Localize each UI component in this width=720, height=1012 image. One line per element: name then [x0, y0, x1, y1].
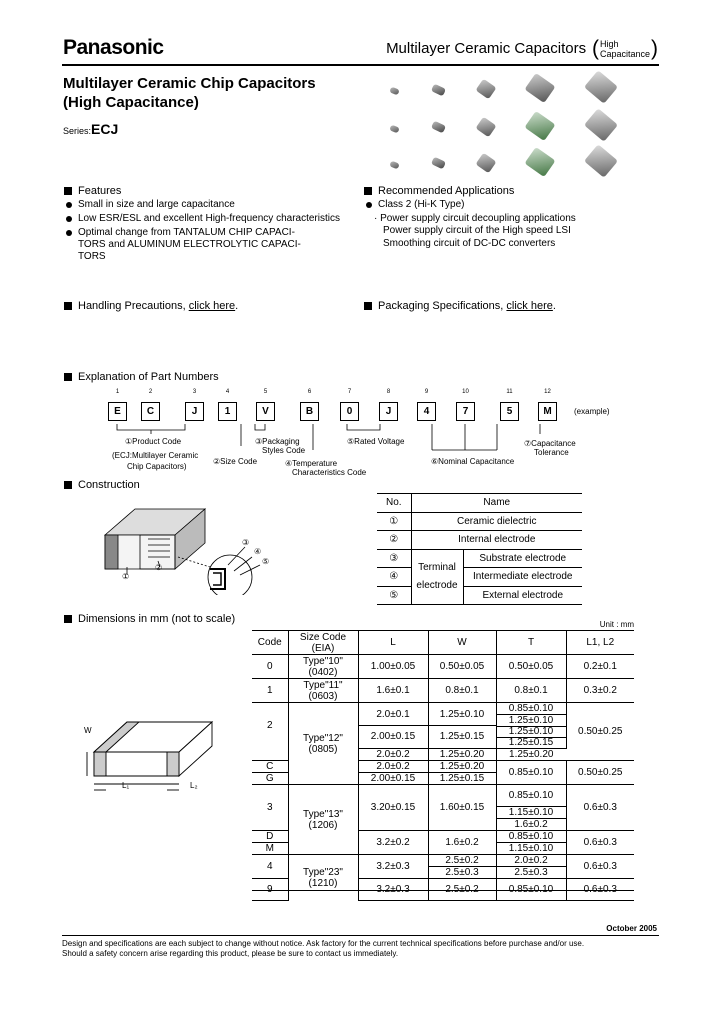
- dimension-diagram: [72, 700, 222, 800]
- chip-image: [584, 108, 618, 142]
- square-bullet-icon: [364, 302, 372, 310]
- feature-continuation: TORS and ALUMINUM ELECTROLYTIC CAPACI-: [78, 239, 301, 250]
- callout-4: ④: [254, 547, 262, 556]
- cell-l: [358, 761, 428, 785]
- cell-w: [428, 761, 496, 785]
- feature-continuation: TORS: [78, 251, 106, 262]
- terminal-electrode-cell: [411, 549, 463, 605]
- label-tolerance: ⑦Capacitance: [524, 439, 576, 448]
- dim-label-l2: L₂: [190, 781, 198, 790]
- chip-image: [389, 87, 400, 96]
- t-value: 1.25±0.15: [508, 737, 554, 748]
- part-char-box: 7: [456, 402, 475, 421]
- part-position-number: 2: [148, 389, 153, 395]
- cell-l1l2: 0.6±0.3: [566, 855, 634, 879]
- label-packaging: ③Packaging: [255, 437, 300, 446]
- part-numbers-heading-text: Explanation of Part Numbers: [78, 371, 219, 383]
- t-value: 0.85±0.10: [497, 703, 566, 715]
- callout-5: ⑤: [262, 557, 270, 566]
- square-bullet-icon: [364, 187, 372, 195]
- footer-line-2: Should a safety concern arise regarding this product, please be sure to contact us immediately.: [62, 949, 399, 958]
- list-item: [64, 199, 364, 211]
- features-heading-text: Features: [78, 185, 122, 197]
- features-heading: [64, 185, 121, 197]
- feature-text: Low ESR/ESL and excellent High-frequency characteristics: [78, 213, 340, 224]
- example-label: (example): [574, 407, 610, 416]
- footer-line-1: Design and specifications are each subject to change without notice. Ask factory for the current technical specifications before purchase and/or use.: [62, 939, 585, 948]
- application-line: · Power supply circuit decoupling applications: [374, 213, 576, 224]
- header-subtitle: [600, 39, 650, 59]
- cell-l1l2: 0.50±0.25: [566, 761, 634, 785]
- table-row: [252, 655, 634, 679]
- chip-image: [524, 111, 555, 141]
- size-eia: (0603): [308, 690, 338, 702]
- t-value: 1.15±0.10: [508, 843, 554, 854]
- list-item: [64, 227, 364, 239]
- construction-no: ④: [377, 568, 411, 587]
- label-product-code: ①Product Code: [125, 437, 182, 446]
- callout-1: ①: [122, 572, 130, 581]
- dimensions-heading: [64, 613, 235, 625]
- cell-code: 1: [252, 679, 288, 703]
- bullet-icon: [366, 202, 372, 208]
- cell-code: 3: [252, 785, 288, 831]
- size-type: Type"23": [303, 866, 343, 878]
- table-row: [252, 679, 634, 703]
- square-bullet-icon: [64, 373, 72, 381]
- label-product-code-2: (ECJ:Multilayer Ceramic: [112, 451, 199, 460]
- header-t: T: [496, 631, 566, 655]
- page-title-line1: Multilayer Ceramic Chip Capacitors: [63, 75, 316, 92]
- part-char-box: V: [256, 402, 275, 421]
- cell-l: 3.20±0.15: [358, 785, 428, 831]
- handling-link[interactable]: click here: [188, 300, 236, 312]
- l-value: 2.00±0.15: [370, 731, 416, 742]
- feature-text: Optimal change from TANTALUM CHIP CAPACI-: [78, 227, 295, 238]
- label-nominal: ⑥Nominal Capacitance: [431, 457, 515, 466]
- table-row: [377, 512, 582, 531]
- chip-image: [431, 84, 446, 97]
- cell-l1l2: 0.6±0.3: [566, 831, 634, 855]
- construction-name: Substrate electrode: [463, 549, 582, 568]
- dim-electrode-left: [94, 752, 106, 776]
- part-char-box: J: [185, 402, 204, 421]
- packaging-specifications: [364, 300, 556, 312]
- cell-l1l2: 0.3±0.2: [566, 679, 634, 703]
- cell-t: [496, 703, 566, 749]
- part-position-number: 8: [386, 389, 391, 395]
- table-row: [377, 549, 582, 568]
- t-value: 2.5±0.3: [514, 867, 548, 878]
- construction-no: ②: [377, 531, 411, 550]
- part-position-number: 7: [347, 389, 352, 395]
- packaging-link[interactable]: click here: [506, 300, 553, 312]
- chip-image: [475, 117, 496, 138]
- square-bullet-icon: [64, 615, 72, 623]
- label-packaging-2: Styles Code: [262, 446, 306, 455]
- cell-l1l2: 0.2±0.1: [583, 661, 617, 672]
- construction-name: Internal electrode: [411, 531, 582, 550]
- page-title: [63, 74, 316, 112]
- table-row: [252, 703, 634, 749]
- table-header-row: [377, 494, 582, 513]
- table-header-row: [252, 631, 634, 655]
- cell-t: 0.85±0.10: [496, 761, 566, 785]
- w-value: 1.25±0.20: [429, 761, 496, 773]
- header-l: L: [358, 631, 428, 655]
- w-value: 1.25±0.10: [429, 704, 496, 726]
- features-list: [64, 199, 364, 263]
- bracket-nominal: [432, 424, 497, 450]
- part-char-box: E: [108, 402, 127, 421]
- terminal-label-1: Terminal: [418, 561, 456, 573]
- size-eia: (1206): [308, 819, 338, 831]
- cell-l: 3.2±0.2: [358, 831, 428, 855]
- paren-close: ): [651, 37, 658, 60]
- cell-l1l2: 0.50±0.25: [566, 703, 634, 761]
- cell-t: 0.50±0.05: [496, 655, 566, 679]
- chip-image: [389, 161, 400, 170]
- feature-text: Small in size and large capacitance: [78, 199, 235, 210]
- size-eia: (0402): [308, 666, 338, 678]
- code-c: C: [252, 761, 288, 773]
- t-value: 1.15±0.10: [497, 807, 566, 819]
- size-type: Type"10": [303, 655, 343, 667]
- chip-image: [431, 157, 446, 170]
- part-position-number: 9: [424, 389, 429, 395]
- header-divider: [62, 64, 659, 66]
- application-line: Smoothing circuit of DC-DC converters: [383, 238, 556, 249]
- cell-w: 1.25±0.20: [428, 749, 496, 761]
- code-g: G: [265, 773, 274, 784]
- table-row: [252, 785, 634, 831]
- unit-label: Unit : mm: [599, 620, 634, 629]
- t-value: 0.85±0.10: [497, 785, 566, 807]
- w-value: 1.25±0.15: [439, 773, 485, 784]
- cell-t: [496, 785, 566, 831]
- handling-precautions: [64, 300, 238, 312]
- part-char-box: 0: [340, 402, 359, 421]
- cell-size: [288, 679, 358, 703]
- callout-2: ②: [155, 563, 163, 572]
- cell-l: 1.00±0.05: [358, 655, 428, 679]
- table-row: [377, 531, 582, 550]
- dimensions-table: [252, 630, 634, 901]
- cell-w: 0.50±0.05: [428, 655, 496, 679]
- size-type: Type"13": [303, 808, 343, 820]
- series-prefix: Series:: [63, 126, 92, 136]
- table-row: [377, 586, 582, 605]
- label-size-code: ②Size Code: [213, 457, 258, 466]
- dim-electrode-right: [167, 752, 179, 776]
- period: .: [235, 300, 239, 312]
- square-bullet-icon: [64, 481, 72, 489]
- bullet-icon: [66, 230, 72, 236]
- series-value: ECJ: [91, 121, 119, 137]
- cell-size: [288, 855, 358, 901]
- brand-logo: Panasonic: [63, 36, 164, 59]
- cell-size: [288, 655, 358, 679]
- header-title: [386, 38, 658, 59]
- construction-name: External electrode: [463, 586, 582, 605]
- part-char-box: 5: [500, 402, 519, 421]
- dim-label-l1: L₁: [122, 781, 130, 790]
- table-header-name: Name: [411, 494, 582, 513]
- construction-name: Ceramic dielectric: [411, 512, 582, 531]
- header-w: W: [428, 631, 496, 655]
- part-numbers-heading: [64, 371, 219, 383]
- square-bullet-icon: [64, 302, 72, 310]
- cell-size: [288, 785, 358, 855]
- cell-t: [496, 831, 566, 855]
- chip-image: [584, 144, 618, 178]
- header-size: [288, 631, 358, 655]
- part-position-number: 10: [462, 389, 469, 395]
- cell-code: [252, 831, 288, 855]
- application-line: Power supply circuit of the High speed LSI: [383, 225, 571, 236]
- chip-image: [475, 153, 496, 174]
- footer-disclaimer: [62, 939, 584, 959]
- construction-no: ⑤: [377, 586, 411, 605]
- label-voltage: ⑤Rated Voltage: [347, 437, 405, 446]
- code-m: M: [265, 843, 274, 854]
- handling-text: Handling Precautions,: [78, 300, 186, 312]
- chip-image: [584, 70, 618, 104]
- bullet-icon: [66, 216, 72, 222]
- period: .: [552, 300, 556, 312]
- cell-code: 4: [252, 855, 288, 879]
- cell-w: 1.6±0.2: [428, 831, 496, 855]
- w-value: 1.25±0.15: [439, 731, 485, 742]
- cell-l: [358, 703, 428, 749]
- cell-w: [428, 703, 496, 749]
- size-type: Type"12": [303, 732, 343, 744]
- applications-heading: [364, 185, 514, 197]
- bullet-icon: [66, 202, 72, 208]
- t-value: 1.6±0.2: [514, 819, 548, 830]
- list-item: [364, 199, 664, 211]
- cell-t: 0.8±0.1: [496, 679, 566, 703]
- callout-3: ③: [242, 538, 250, 547]
- chip-image: [431, 121, 446, 134]
- part-position-number: 6: [307, 389, 312, 395]
- applications-heading-text: Recommended Applications: [378, 185, 515, 197]
- table-bottom-rule: [252, 890, 634, 891]
- l-value: 2.00±0.15: [370, 773, 416, 784]
- construction-no: ①: [377, 512, 411, 531]
- packaging-text: Packaging Specifications,: [378, 300, 504, 312]
- cell-t: [496, 855, 566, 879]
- part-position-number: 1: [115, 389, 120, 395]
- cell-code: 2: [252, 703, 288, 749]
- dim-chip-front: [94, 752, 179, 776]
- cell-w: 1.60±0.15: [428, 785, 496, 831]
- label-temp: ④Temperature: [285, 459, 338, 468]
- page-title-line2: (High Capacitance): [63, 94, 199, 111]
- code-d: D: [252, 831, 288, 843]
- bracket-packaging: [255, 424, 265, 430]
- header-subtitle-bottom: Capacitance: [599, 48, 650, 59]
- header-size-code: Size Code: [299, 631, 347, 643]
- part-char-box: 1: [218, 402, 237, 421]
- construction-name: Intermediate electrode: [463, 568, 582, 587]
- table-header-no: No.: [377, 494, 411, 513]
- cell-l: 3.2±0.3: [358, 855, 428, 879]
- cell-code: [252, 761, 288, 785]
- label-tolerance-2: Tolerance: [534, 448, 569, 457]
- cell-w: 0.8±0.1: [428, 679, 496, 703]
- part-char-box: B: [300, 402, 319, 421]
- table-row: [252, 855, 634, 879]
- l-value: 2.0±0.2: [359, 761, 428, 773]
- square-bullet-icon: [64, 187, 72, 195]
- footer-divider: [62, 935, 659, 936]
- header-eia: (EIA): [311, 642, 335, 654]
- t-value: 1.25±0.10: [497, 715, 566, 727]
- chip-image: [475, 79, 496, 100]
- part-char-box: M: [538, 402, 557, 421]
- t-value: 0.85±0.10: [497, 831, 566, 843]
- chip-image: [389, 125, 400, 134]
- terminal-label-2: electrode: [416, 579, 458, 591]
- part-char-box: 4: [417, 402, 436, 421]
- bracket-voltage: [347, 424, 380, 430]
- t-value: 2.0±0.2: [497, 855, 566, 867]
- paren-open: (: [586, 37, 599, 60]
- part-position-number: 4: [225, 389, 230, 395]
- header-code: Code: [252, 631, 288, 655]
- product-images: [380, 76, 640, 176]
- size-eia: (1210): [308, 877, 338, 889]
- header-l1l2: L1, L2: [566, 631, 634, 655]
- w-value: 2.5±0.3: [445, 867, 479, 878]
- part-position-number: 3: [192, 389, 197, 395]
- chip-image: [524, 73, 555, 103]
- size-type: Type"11": [303, 679, 343, 691]
- part-position-number: 11: [506, 389, 513, 395]
- label-product-code-3: Chip Capacitors): [127, 462, 187, 471]
- part-char-box: C: [141, 402, 160, 421]
- cell-code: 0: [252, 655, 288, 679]
- chip-image: [524, 147, 555, 177]
- cell-l1l2: 0.6±0.3: [566, 785, 634, 831]
- construction-heading: [64, 479, 140, 491]
- dimensions-heading-text: Dimensions in mm (not to scale): [78, 613, 236, 625]
- cell-w: [428, 855, 496, 879]
- dim-label-w: W: [84, 726, 92, 735]
- part-position-number: 12: [544, 389, 551, 395]
- part-char-box: J: [379, 402, 398, 421]
- t-value: 1.25±0.10: [497, 727, 566, 738]
- application-class: Class 2 (Hi-K Type): [378, 199, 465, 210]
- part-position-number: 5: [263, 389, 268, 395]
- cell-l: 2.0±0.2: [358, 749, 428, 761]
- cell-size: [288, 703, 358, 785]
- chip-electrode-left: [105, 535, 118, 569]
- footer-date: October 2005: [606, 924, 657, 933]
- construction-heading-text: Construction: [78, 479, 140, 491]
- construction-table: [377, 493, 582, 605]
- size-eia: (0805): [308, 743, 338, 755]
- bracket-product-code: [117, 424, 185, 430]
- w-value: 2.5±0.2: [429, 855, 496, 867]
- cell-l: 1.6±0.1: [358, 679, 428, 703]
- header-subtitle-top: High: [599, 38, 619, 49]
- label-temp-2: Characteristics Code: [292, 468, 367, 477]
- cell-code: [252, 749, 288, 761]
- l-value: 2.0±0.1: [359, 704, 428, 726]
- construction-no: ③: [377, 549, 411, 568]
- header-title-text: Multilayer Ceramic Capacitors: [386, 40, 587, 57]
- list-item: [64, 213, 364, 225]
- applications-list: [364, 199, 664, 250]
- series-label: [63, 121, 118, 137]
- cell-t: 1.25±0.20: [496, 749, 566, 761]
- table-row: [377, 568, 582, 587]
